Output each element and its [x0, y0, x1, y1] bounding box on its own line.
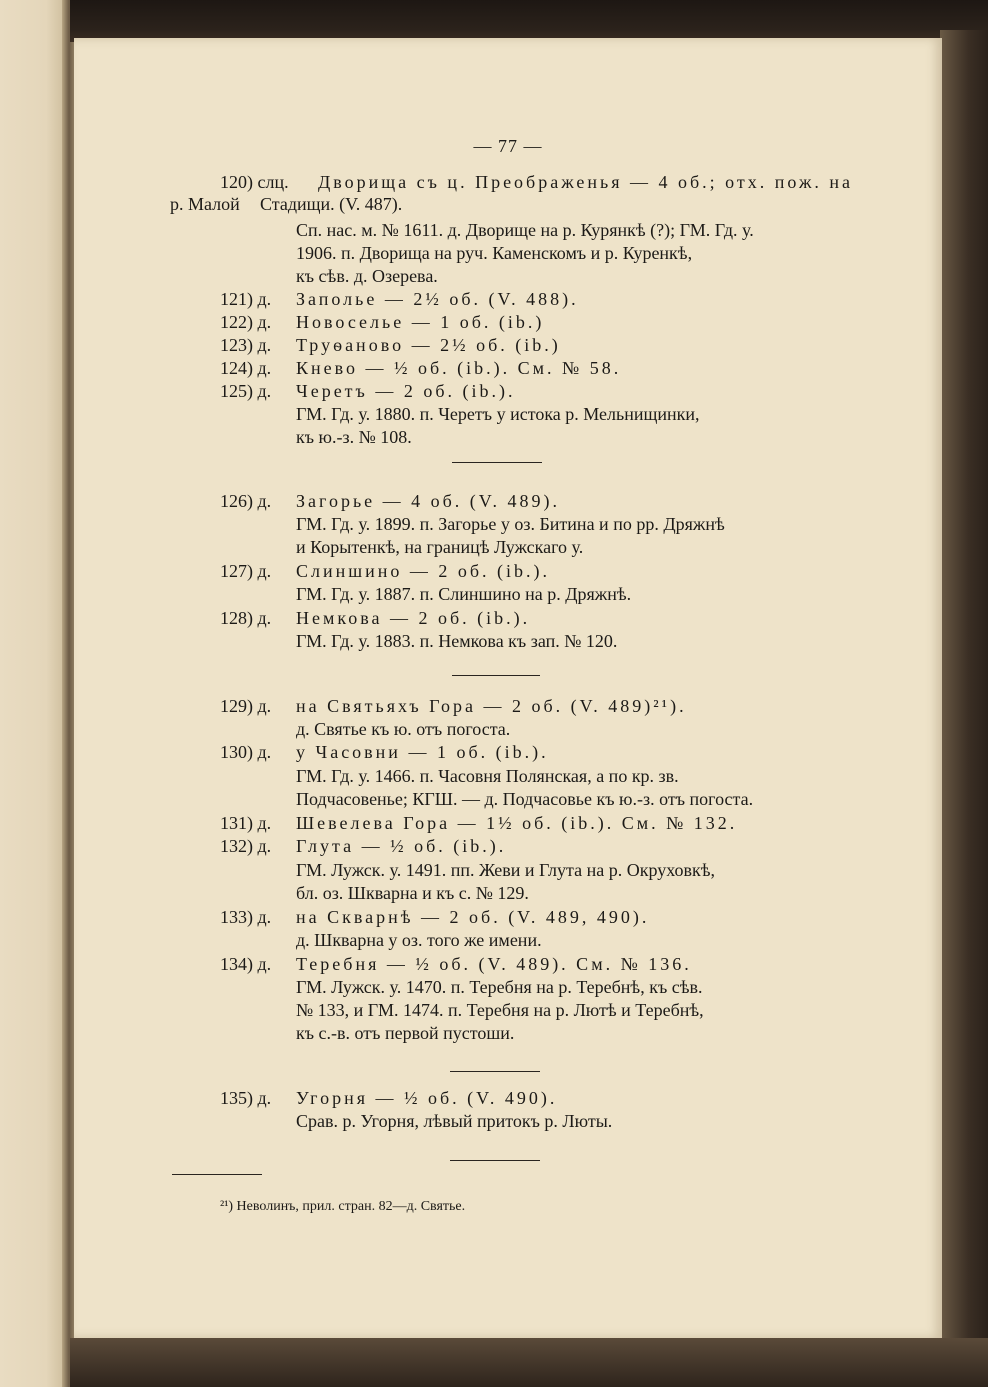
- entry-text: Кнево — ½ об. (ib.). См. № 58.: [296, 358, 622, 378]
- entry-text: Заполье — 2½ об. (V. 488).: [296, 289, 579, 309]
- entry-text: Угорня — ½ об. (V. 490).: [296, 1088, 558, 1108]
- entry-text: Черетъ — 2 об. (ib.).: [296, 381, 516, 401]
- entry-number: 128) д.: [220, 608, 272, 628]
- entry-text: Новоселье — 1 об. (ib.): [296, 312, 545, 332]
- entry-number: 132) д.: [220, 836, 272, 856]
- book-binding-right: [940, 30, 988, 1360]
- entry-number: 133) д.: [220, 907, 272, 927]
- entry-text: у Часовни — 1 об. (ib.).: [296, 742, 549, 762]
- entry-number: 127) д.: [220, 561, 272, 581]
- entry-text: Дворища съ ц. Преображенья — 4 об.; отх. пож. на: [318, 172, 854, 192]
- entry-text: Срав. р. Угорня, лѣвый притокъ р. Люты.: [296, 1111, 613, 1131]
- footnote: ²¹) Неволинъ, прил. стран. 82—д. Святье.: [220, 1199, 466, 1214]
- entry-number: 126) д.: [220, 491, 272, 511]
- entry-number: р. Малой: [170, 194, 240, 214]
- entry-text: Теребня — ½ об. (V. 489). См. № 136.: [296, 954, 692, 974]
- book-bottom-edge: [70, 1338, 988, 1387]
- page-number: — 77 —: [473, 136, 543, 156]
- entry-text: къ ю.-з. № 108.: [296, 427, 412, 447]
- entry-text: Немкова — 2 об. (ib.).: [296, 608, 531, 628]
- entry-text: къ с.-в. отъ первой пустоши.: [296, 1023, 515, 1043]
- entry-number: 124) д.: [220, 358, 272, 378]
- entry-text: Шевелева Гора — 1½ об. (ib.). См. № 132.: [296, 813, 738, 833]
- entry-text: ГМ. Гд. у. 1899. п. Загорье у оз. Битина и по рр. Дряжнѣ: [296, 514, 725, 534]
- section-separator: [452, 462, 542, 463]
- entry-number: 122) д.: [220, 312, 272, 332]
- entry-text: ГМ. Гд. у. 1880. п. Черетъ у истока р. Мельнищинки,: [296, 404, 700, 424]
- entry-text: бл. оз. Шкварна и къ с. № 129.: [296, 883, 529, 903]
- entry-text: Сп. нас. м. № 1611. д. Дворище на р. Курянкѣ (?); ГМ. Гд. у.: [296, 220, 754, 240]
- entry-text: на Скварнѣ — 2 об. (V. 489, 490).: [296, 907, 650, 927]
- footnote-rule: [172, 1174, 262, 1175]
- entry-text: ГМ. Гд. у. 1466. п. Часовня Полянская, а по кр. зв.: [296, 766, 679, 786]
- entry-number: 135) д.: [220, 1088, 272, 1108]
- entry-text: Труѳаново — 2½ об. (ib.): [296, 335, 561, 355]
- section-separator: [452, 675, 540, 676]
- section-separator: [450, 1071, 540, 1072]
- entry-text: Загорье — 4 об. (V. 489).: [296, 491, 560, 511]
- section-separator: [450, 1160, 540, 1161]
- entry-text: Подчасовенье; КГШ. — д. Подчасовье къ ю.-з. отъ погоста.: [296, 789, 754, 809]
- entry-number: 123) д.: [220, 335, 272, 355]
- entry-text: д. Шкварна у оз. того же имени.: [296, 930, 542, 950]
- entry-number: 120) слц.: [220, 172, 289, 192]
- entry-number: 131) д.: [220, 813, 272, 833]
- entry-text: Стадищи. (V. 487).: [260, 194, 403, 214]
- entry-text: ГМ. Лужск. у. 1491. пп. Жеви и Глута на р. Окруховкѣ,: [296, 860, 716, 880]
- entry-text: къ сѣв. д. Озерева.: [296, 266, 438, 286]
- entry-number: 129) д.: [220, 696, 272, 716]
- entry-text: 1906. п. Дворища на руч. Каменскомъ и р. Куренкѣ,: [296, 243, 693, 263]
- entry-text: и Корытенкѣ, на границѣ Лужскаго у.: [296, 537, 584, 557]
- entry-number: 121) д.: [220, 289, 272, 309]
- left-page-edge: [0, 0, 66, 1387]
- entry-number: 134) д.: [220, 954, 272, 974]
- entry-number: 125) д.: [220, 381, 272, 401]
- entry-text: ГМ. Лужск. у. 1470. п. Теребня на р. Теребнѣ, къ сѣв.: [296, 977, 703, 997]
- entry-number: 130) д.: [220, 742, 272, 762]
- entry-text: ГМ. Гд. у. 1883. п. Немкова къ зап. № 120.: [296, 631, 618, 651]
- entry-text: Слиншино — 2 об. (ib.).: [296, 561, 551, 581]
- book-binding-top: [70, 0, 988, 42]
- entry-text: Глута — ½ об. (ib.).: [296, 836, 507, 856]
- book-page: [74, 38, 942, 1338]
- entry-text: ГМ. Гд. у. 1887. п. Слиншино на р. Дряжнѣ.: [296, 584, 632, 604]
- entry-text: № 133, и ГМ. 1474. п. Теребня на р. Лютѣ и Теребнѣ,: [296, 1000, 704, 1020]
- entry-text: на Святьяхъ Гора — 2 об. (V. 489)²¹).: [296, 696, 687, 716]
- entry-text: д. Святье къ ю. отъ погоста.: [296, 719, 511, 739]
